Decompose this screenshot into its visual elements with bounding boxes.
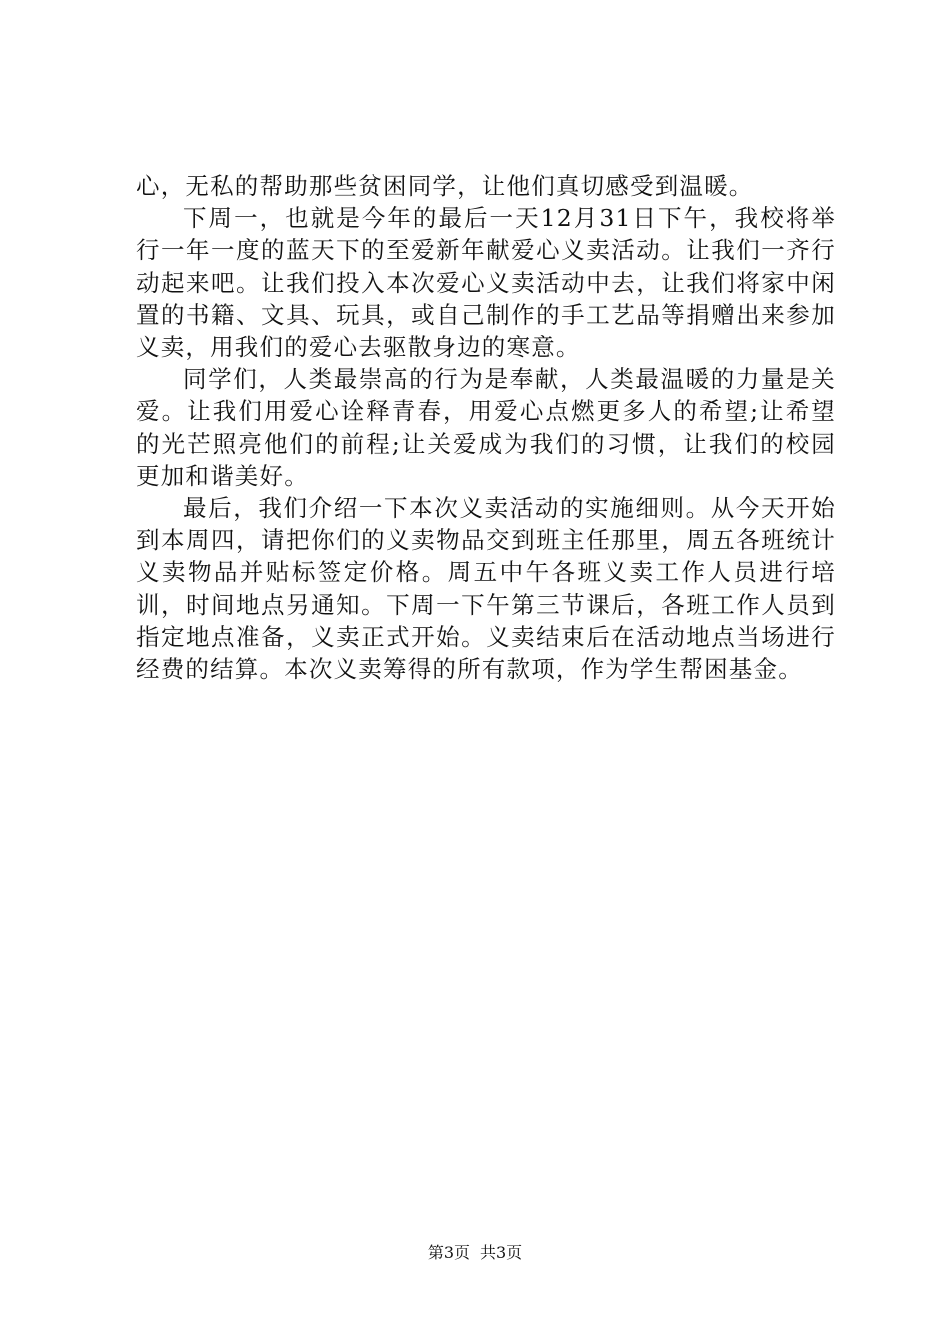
paragraph-charity-sale-announcement: 下周一，也就是今年的最后一天12月31日下午，我校将举行一年一度的蓝天下的至爱新年献爱心义卖活动。让我们一齐行动起来吧。让我们投入本次爱心义卖活动中去，让我们将家中闲置的书籍、文具、玩具，或自己制作的手工艺品等捐赠出来参加义卖，用我们的爱心去驱散身边的寒意。 — [136, 204, 836, 362]
paragraph-implementation-details: 最后，我们介绍一下本次义卖活动的实施细则。从今天开始到本周四，请把你们的义卖物品交到班主任那里，周五各班统计义卖物品并贴标签定价格。周五中午各班义卖工作人员进行培训，时间地点另通知。下周一下午第三节课后，各班工作人员到指定地点准备，义卖正式开始。义卖结束后在活动地点当场进行经费的结算。本次义卖筹得的所有款项，作为学生帮困基金。 — [136, 494, 836, 684]
page-number: 第3页 — [427, 1243, 470, 1262]
paragraph-dedication-and-care: 同学们，人类最崇高的行为是奉献，人类最温暖的力量是关爱。让我们用爱心诠释青春，用爱心点燃更多人的希望;让希望的光芒照亮他们的前程;让关爱成为我们的习惯，让我们的校园更加和谐美好。 — [136, 365, 836, 490]
document-body — [136, 170, 836, 685]
page-total: 共3页 — [480, 1243, 523, 1262]
paragraph-continuation: 心，无私的帮助那些贫困同学，让他们真切感受到温暖。 — [136, 172, 754, 200]
page-footer — [0, 1243, 950, 1263]
